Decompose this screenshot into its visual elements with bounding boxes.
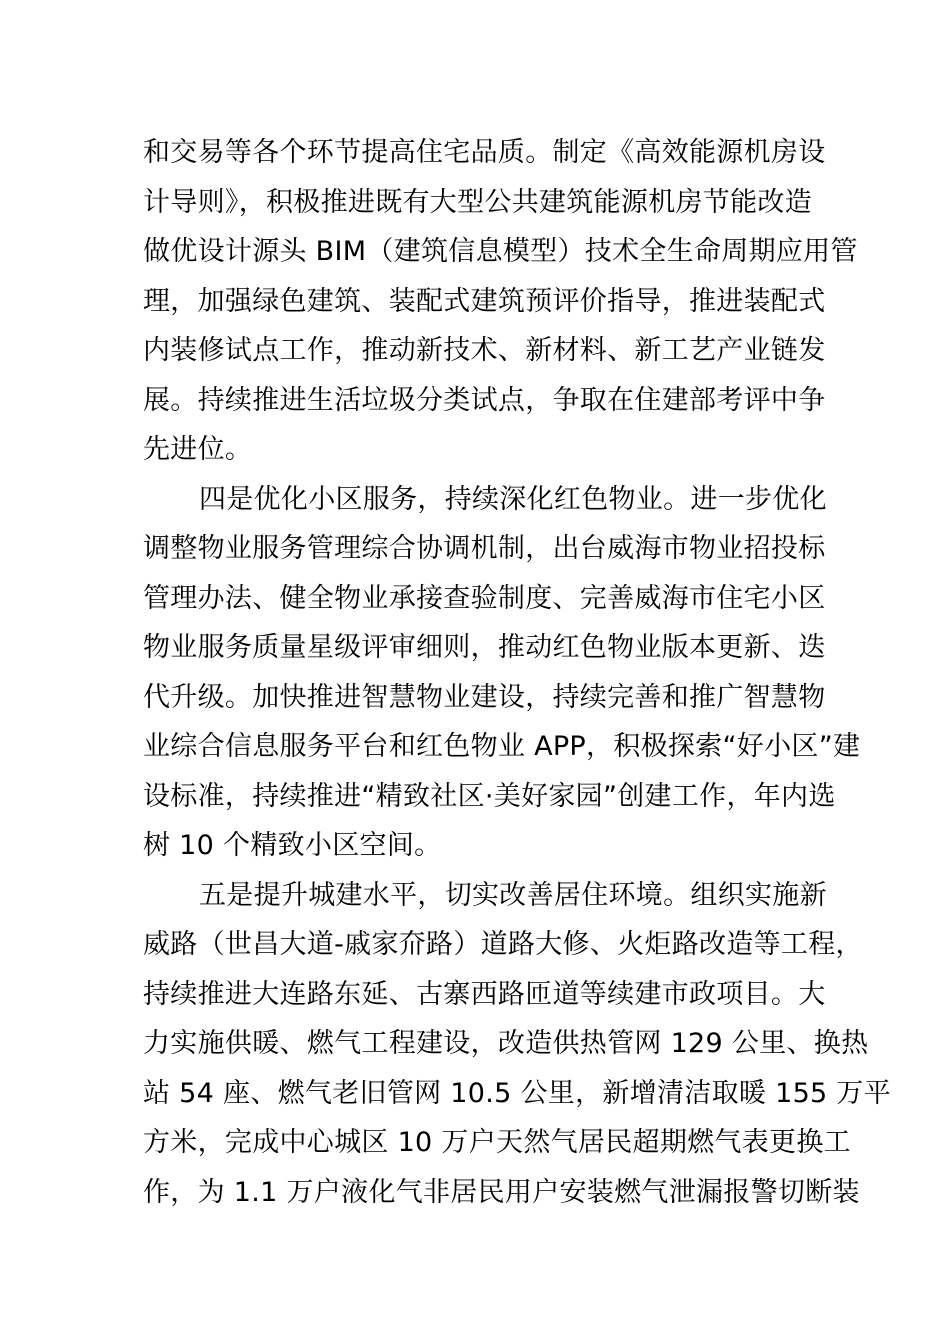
text-line: 业综合信息服务平台和红色物业 APP，积极探索“好小区”建 bbox=[143, 731, 861, 762]
text-line: 持续推进大连路东延、古寨西路匝道等续建市政项目。大 bbox=[143, 978, 826, 1010]
body-text bbox=[143, 128, 892, 1217]
text-line: 和交易等各个环节提高住宅品质。制定《高效能源机房设 bbox=[143, 137, 826, 168]
text-line: 先进位。 bbox=[143, 434, 253, 465]
text-line: 调整物业服务管理综合协调机制，出台威海市物业招投标 bbox=[143, 533, 826, 564]
text-line: 树 10 个精致小区空间。 bbox=[143, 830, 442, 861]
text-line: 计导则》，积极推进既有大型公共建筑能源机房节能改造 bbox=[143, 186, 812, 218]
paragraph-section-four bbox=[143, 475, 861, 871]
text-line: 做优设计源头 BIM（建筑信息模型）技术全生命周期应用管 bbox=[143, 236, 858, 267]
paragraph-section-five bbox=[143, 871, 892, 1218]
text-line: 展。持续推进生活垃圾分类试点，争取在住建部考评中争 bbox=[143, 384, 826, 416]
text-line: 站 54 座、燃气老旧管网 10.5 公里，新增清洁取暖 155 万平 bbox=[143, 1077, 892, 1109]
text-line: 力实施供暖、燃气工程建设，改造供热管网 129 公里、换热 bbox=[143, 1028, 869, 1059]
paragraph-continuation bbox=[143, 128, 858, 475]
text-line: 理，加强绿色建筑、装配式建筑预评价指导，推进装配式 bbox=[143, 285, 826, 317]
text-line: 威路（世昌大道-戚家夼路）道路大修、火炬路改造等工程， bbox=[143, 929, 863, 960]
text-line: 方米，完成中心城区 10 万户天然气居民超期燃气表更换工 bbox=[143, 1127, 851, 1158]
text-line: 内装修试点工作，推动新技术、新材料、新工艺产业链发 bbox=[143, 335, 826, 366]
text-line: 设标准，持续推进“精致社区·美好家园”创建工作，年内选 bbox=[143, 780, 836, 812]
text-line: 物业服务质量星级评审细则，推动红色物业版本更新、迭 bbox=[143, 632, 826, 663]
text-line-indented: 四是优化小区服务，持续深化红色物业。进一步优化 bbox=[199, 483, 827, 515]
text-line: 作，为 1.1 万户液化气非居民用户安装燃气泄漏报警切断装 bbox=[143, 1176, 860, 1208]
text-line-indented: 五是提升城建水平，切实改善居住环境。组织实施新 bbox=[199, 879, 827, 911]
text-line: 管理办法、健全物业承接查验制度、完善威海市住宅小区 bbox=[143, 582, 826, 614]
text-line: 代升级。加快推进智慧物业建设，持续完善和推广智慧物 bbox=[143, 681, 826, 713]
